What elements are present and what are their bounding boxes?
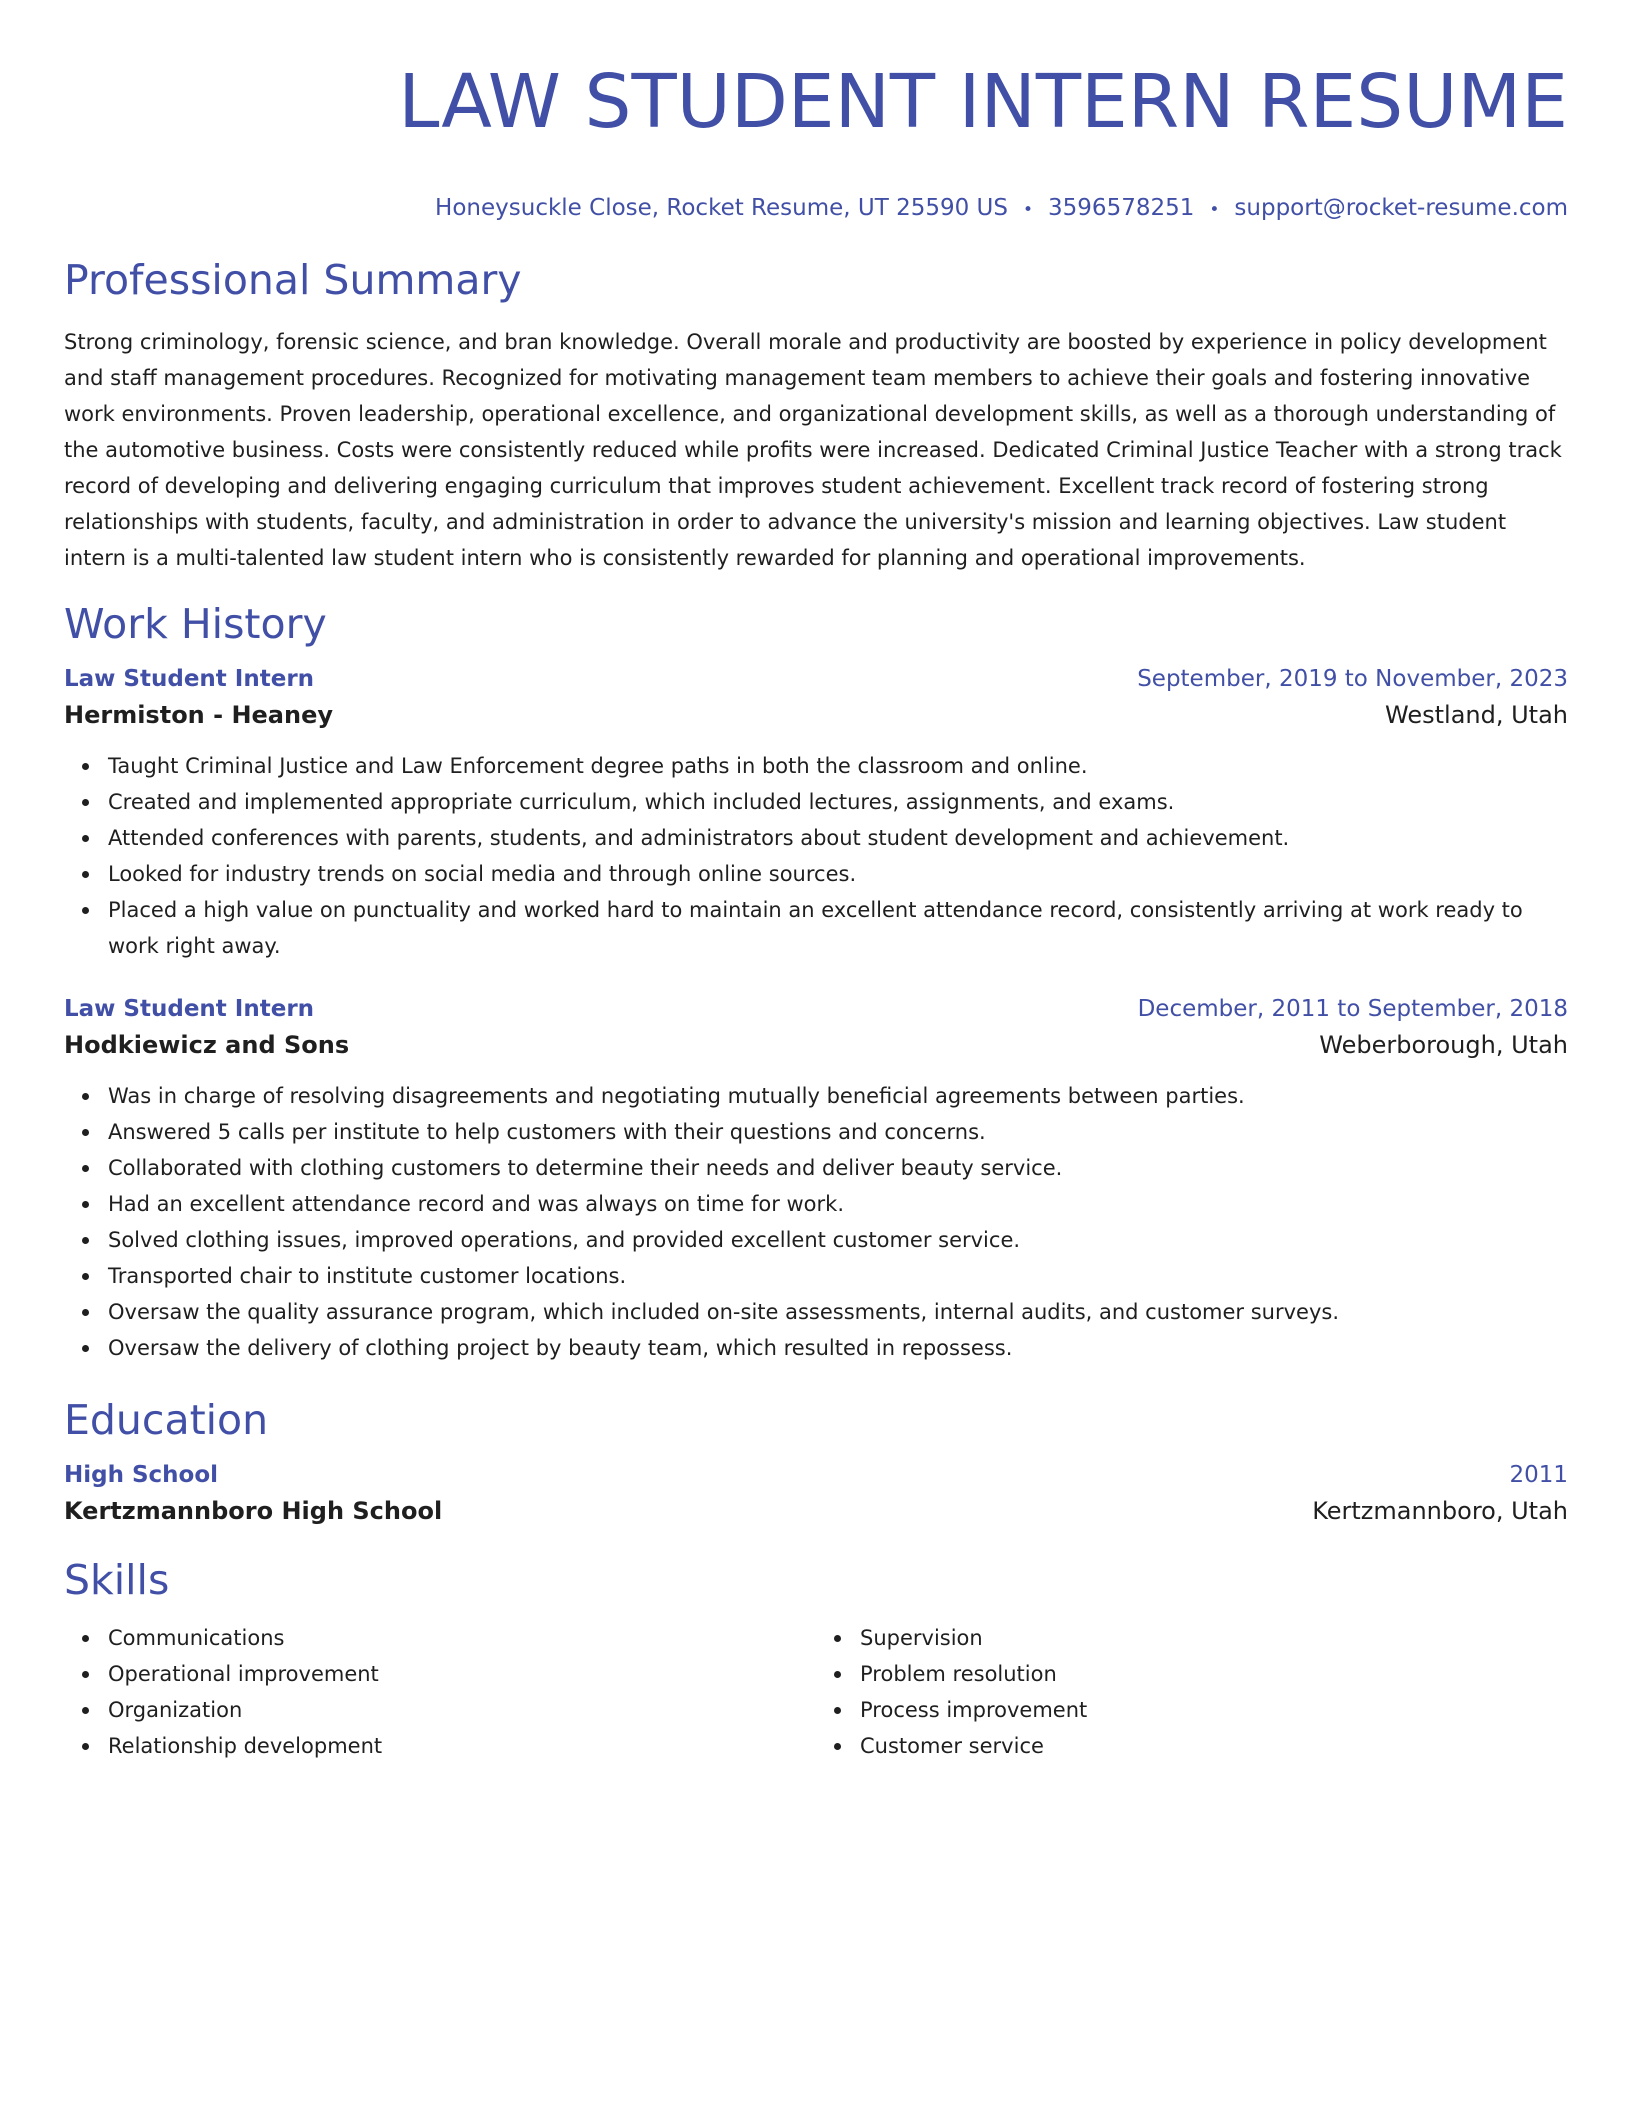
list-item: Answered 5 calls per institute to help customers with their questions and concerns. [108, 1114, 1568, 1150]
email-link[interactable]: support@rocket-resume.com [1234, 195, 1568, 221]
summary-text: Strong criminology, forensic science, and bran knowledge. Overall morale and productivity are boosted by experience in policy development and staff management procedures. Recognized for motivating management team members to achieve their goals and fostering innovative work environments. Proven leadership, operational excellence, and organizational development skills, as well as a thorough understanding of the automotive business. Costs were consistently reduced while profits were increased. Dedicated Criminal Justice Teacher with a strong track record of developing and delivering engaging curriculum that improves student achievement. Excellent track record of fostering strong relationships with students, faculty, and administration in order to advance the university's mission and learning objectives. Law student intern is a multi-talented law student intern who is consistently rewarded for planning and operational improvements. [64, 330, 1562, 570]
list-item: Oversaw the quality assurance program, which included on-site assessments, internal audits, and customer surveys. [108, 1294, 1568, 1330]
job-title: Law Student Intern [64, 666, 315, 692]
company-name: Hermiston - Heaney [64, 701, 334, 729]
list-item: Taught Criminal Justice and Law Enforcement degree paths in both the classroom and online. [108, 748, 1568, 784]
skill-item: Relationship development [108, 1728, 816, 1764]
resume-page [64, 0, 1568, 1764]
job-entry [64, 662, 1568, 964]
job-header-row [64, 992, 1568, 1026]
list-item: Attended conferences with parents, students, and administrators about student development and achievement. [108, 820, 1568, 856]
job-title: Law Student Intern [64, 996, 315, 1022]
list-item: Placed a high value on punctuality and worked hard to maintain an excellent attendance record, consistently arriving at work ready to work right away. [108, 892, 1568, 964]
section-title-skills: Skills [64, 1556, 170, 1604]
section-title-work-history: Work History [64, 600, 327, 648]
education-section [64, 1394, 1568, 1530]
list-item: Looked for industry trends on social media and through online sources. [108, 856, 1568, 892]
degree: High School [64, 1462, 219, 1488]
job-bullets [64, 1078, 1568, 1366]
job-bullets [64, 748, 1568, 964]
skills-list-left [64, 1620, 816, 1764]
list-item: Created and implemented appropriate curriculum, which included lectures, assignments, and exams. [108, 784, 1568, 820]
skill-item: Communications [108, 1620, 816, 1656]
job-location: Westland, Utah [1385, 701, 1568, 729]
list-item: Collaborated with clothing customers to determine their needs and deliver beauty service. [108, 1150, 1568, 1186]
list-item: Oversaw the delivery of clothing project by beauty team, which resulted in repossess. [108, 1330, 1568, 1366]
school-location: Kertzmannboro, Utah [1312, 1497, 1568, 1525]
contact-separator: • [1209, 200, 1220, 220]
job-company-row [64, 1026, 1568, 1064]
resume-title: LAW STUDENT INTERN RESUME [398, 59, 1568, 145]
job-company-row [64, 696, 1568, 734]
skills-section [64, 1554, 1568, 1764]
job-dates: December, 2011 to September, 2018 [1137, 996, 1568, 1022]
skill-item: Process improvement [860, 1692, 1568, 1728]
contact-line [64, 192, 1568, 226]
phone: 3596578251 [1048, 195, 1195, 221]
skill-item: Organization [108, 1692, 816, 1728]
company-name: Hodkiewicz and Sons [64, 1031, 350, 1059]
education-header-row [64, 1458, 1568, 1492]
list-item: Had an excellent attendance record and was always on time for work. [108, 1186, 1568, 1222]
skill-item: Customer service [860, 1728, 1568, 1764]
job-location: Weberborough, Utah [1319, 1031, 1568, 1059]
address: Honeysuckle Close, Rocket Resume, UT 25590 US [435, 195, 1008, 221]
job-dates: September, 2019 to November, 2023 [1137, 666, 1568, 692]
work-history-section [64, 598, 1568, 1366]
skill-item: Problem resolution [860, 1656, 1568, 1692]
school-name: Kertzmannboro High School [64, 1497, 443, 1525]
skills-columns [64, 1620, 1568, 1764]
graduation-year: 2011 [1509, 1462, 1568, 1488]
list-item: Solved clothing issues, improved operations, and provided excellent customer service. [108, 1222, 1568, 1258]
list-item: Was in charge of resolving disagreements and negotiating mutually beneficial agreements between parties. [108, 1078, 1568, 1114]
section-title-education: Education [64, 1396, 269, 1444]
education-school-row [64, 1492, 1568, 1530]
job-header-row [64, 662, 1568, 696]
job-entry [64, 992, 1568, 1366]
skill-item: Operational improvement [108, 1656, 816, 1692]
summary-section [64, 254, 1568, 576]
list-item: Transported chair to institute customer locations. [108, 1258, 1568, 1294]
contact-separator: • [1023, 200, 1034, 220]
section-title-summary: Professional Summary [64, 256, 522, 304]
skills-list-right [816, 1620, 1568, 1764]
skill-item: Supervision [860, 1620, 1568, 1656]
